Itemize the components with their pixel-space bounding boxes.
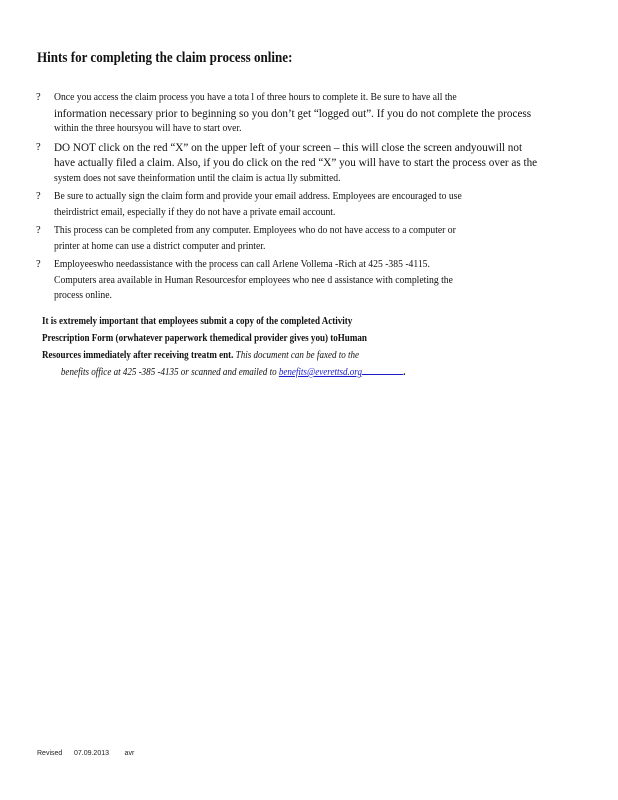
hint-line: Computers area available in Human Resourcesfor employees who nee d assistance with completing the xyxy=(54,274,453,286)
bullet-icon: ? xyxy=(36,259,41,270)
hint-line: information necessary prior to beginning so you don’t get “logged out”. If you do not complete the process xyxy=(54,105,532,120)
important-notice xyxy=(42,313,562,381)
notice-line xyxy=(42,347,489,364)
bullet-icon: ? xyxy=(36,225,41,236)
list-item xyxy=(36,257,596,304)
email-underline xyxy=(362,365,403,375)
hint-line: This process can be completed from any computer. Employees who do not have access to a computer or xyxy=(54,225,456,236)
bullet-icon: ? xyxy=(36,191,41,202)
list-item xyxy=(36,189,596,220)
list-item xyxy=(36,90,596,137)
hint-line: theirdistrict email, especially if they do not have a private email account. xyxy=(54,206,336,218)
hint-line: Once you access the claim process you have a tota l of three hours to complete it. Be sure to have all the xyxy=(54,92,457,103)
notice-line: It is extremely important that employees submit a copy of the completed Activity xyxy=(42,316,353,327)
hint-line: have actually filed a claim. Also, if you do click on the red “X” you will have to start the process over as the xyxy=(54,155,538,169)
notice-text: Resources immediately after receiving treatm ent. xyxy=(42,350,236,361)
hint-line: system does not save theinformation until the claim is actua lly submitted. xyxy=(54,172,341,184)
hints-list xyxy=(36,90,596,307)
hint-line: process online. xyxy=(54,290,112,301)
hint-line: DO NOT click on the red “X” on the upper left of your screen – this will close the screen andyouwill not xyxy=(54,139,523,154)
bullet-icon: ? xyxy=(36,92,41,103)
revision-footer: Revised 07.09.2013 avr xyxy=(37,750,135,757)
notice-line: Prescription Form (orwhatever paperwork themedical provider gives you) toHuman xyxy=(42,333,367,344)
hint-line: printer at home can use a district computer and printer. xyxy=(54,240,266,252)
list-item xyxy=(36,223,596,254)
notice-line xyxy=(42,364,489,381)
hint-line: Be sure to actually sign the claim form and provide your email address. Employees are encouraged to use xyxy=(54,191,462,202)
hint-line: Employeeswho needassistance with the process can call Arlene Vollema -Rich at 425 -385 -4115. xyxy=(54,259,430,270)
notice-text: This document can be faxed to the xyxy=(235,350,360,361)
list-item xyxy=(36,140,596,187)
notice-text: benefits office at 425 -385 -4135 or scanned and emailed to xyxy=(60,367,279,378)
notice-text: . xyxy=(403,367,406,378)
benefits-email-link[interactable]: benefits@everettsd.org xyxy=(278,367,362,378)
hint-line: within the three hoursyou will have to start over. xyxy=(54,123,242,134)
bullet-icon: ? xyxy=(36,141,41,153)
page-title: Hints for completing the claim process online: xyxy=(37,50,293,66)
